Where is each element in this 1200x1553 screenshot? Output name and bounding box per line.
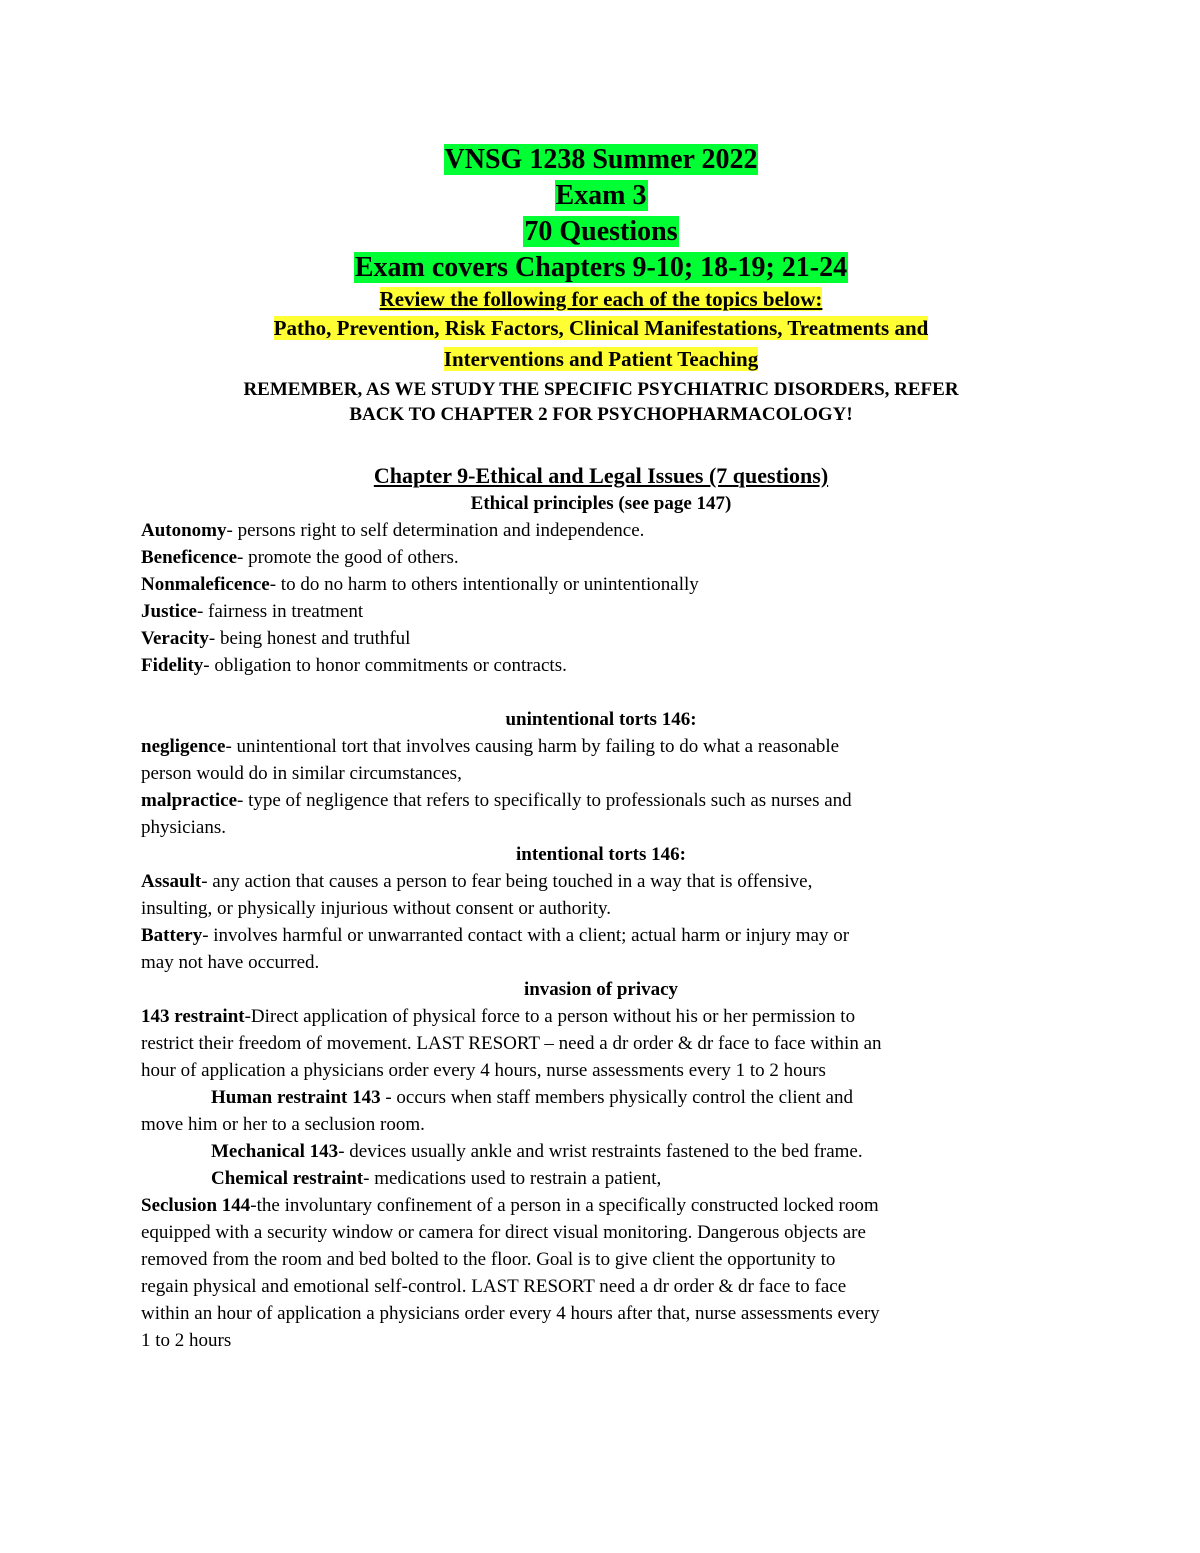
unintentional-torts-heading: unintentional torts 146: [505, 709, 697, 730]
term-fidelity: Fidelity [141, 655, 204, 676]
term-autonomy: Autonomy [141, 520, 227, 541]
principle-beneficence [141, 544, 1061, 571]
seclusion-line-4: regain physical and emotional self-control. LAST RESORT need a dr order & dr face to face [141, 1276, 847, 1297]
battery-line-2: may not have occurred. [141, 952, 320, 973]
header-course-line [141, 142, 1061, 178]
def-justice: - fairness in treatment [196, 601, 364, 622]
def-mechanical: - devices usually ankle and wrist restraints fastened to the bed frame. [338, 1141, 863, 1162]
term-restraint: 143 restraint [141, 1006, 245, 1027]
header-questions-line [141, 214, 1061, 250]
seclusion-line-1 [141, 1192, 1061, 1219]
review-instruction-line [141, 286, 1061, 313]
def-malpractice-1: - type of negligence that refers to specifically to professionals such as nurses and [237, 790, 852, 811]
def-fidelity: - obligation to honor commitments or contracts. [203, 655, 567, 676]
def-negligence-1: - unintentional tort that involves causing harm by failing to do what a reasonable [225, 736, 840, 757]
def-autonomy: - persons right to self determination and independence. [226, 520, 645, 541]
principle-veracity [141, 625, 1061, 652]
review-instruction: Review the following for each of the topics below: [379, 287, 823, 311]
def-seclusion-1: -the involuntary confinement of a person in a specifically constructed locked room [250, 1195, 879, 1216]
human-restraint-line-1 [141, 1084, 1061, 1111]
question-count: 70 Questions [524, 216, 678, 247]
term-negligence: negligence [141, 736, 226, 757]
assault-line-1 [141, 868, 1061, 895]
topics-text-1: Patho, Prevention, Risk Factors, Clinical Manifestations, Treatments and [273, 316, 929, 340]
seclusion-line-5: within an hour of application a physicians order every 4 hours after that, nurse assessments every [141, 1303, 880, 1324]
term-malpractice: malpractice [141, 790, 238, 811]
exam-number: Exam 3 [555, 180, 647, 211]
principle-justice [141, 598, 1061, 625]
course-title: VNSG 1238 Summer 2022 [444, 144, 758, 175]
term-seclusion: Seclusion 144 [141, 1195, 251, 1216]
principles-heading: Ethical principles (see page 147) [470, 493, 732, 514]
topics-line-1 [141, 313, 1061, 344]
term-assault: Assault [141, 871, 202, 892]
topics-text-2: Interventions and Patient Teaching [443, 347, 759, 371]
header-chapters-line [141, 250, 1061, 286]
term-justice: Justice [141, 601, 197, 622]
assault-line-2: insulting, or physically injurious without consent or authority. [141, 898, 612, 919]
restraint-line-2: restrict their freedom of movement. LAST RESORT – need a dr order & dr face to face within an [141, 1033, 882, 1054]
term-human-restraint: Human restraint 143 [211, 1087, 381, 1108]
restraint-line-1 [141, 1003, 1061, 1030]
term-chemical-restraint: Chemical restraint [211, 1168, 364, 1189]
principle-fidelity [141, 652, 1061, 679]
human-restraint-line-2: move him or her to a seclusion room. [141, 1114, 425, 1135]
def-nonmaleficence: - to do no harm to others intentionally or unintentionally [269, 574, 699, 595]
malpractice-line-2: physicians. [141, 817, 226, 838]
spacer [141, 679, 1061, 706]
remember-note-1: REMEMBER, AS WE STUDY THE SPECIFIC PSYCHIATRIC DISORDERS, REFER [243, 379, 959, 400]
def-veracity: - being honest and truthful [208, 628, 411, 649]
invasion-of-privacy-heading: invasion of privacy [523, 979, 679, 1000]
term-battery: Battery [141, 925, 203, 946]
document-content [141, 142, 1061, 1354]
term-nonmaleficence: Nonmaleficence [141, 574, 270, 595]
principle-autonomy [141, 517, 1061, 544]
def-beneficence: - promote the good of others. [237, 547, 459, 568]
intentional-torts-heading: intentional torts 146: [516, 844, 686, 865]
malpractice-line-1 [141, 787, 1061, 814]
chapters-covered: Exam covers Chapters 9-10; 18-19; 21-24 [354, 252, 848, 283]
def-chemical-restraint: - medications used to restrain a patient, [363, 1168, 662, 1189]
seclusion-line-6: 1 to 2 hours [141, 1330, 232, 1351]
negligence-line-2: person would do in similar circumstances, [141, 763, 462, 784]
term-veracity: Veracity [141, 628, 209, 649]
seclusion-line-2: equipped with a security window or camera for direct visual monitoring. Dangerous objects are [141, 1222, 866, 1243]
principle-nonmaleficence [141, 571, 1061, 598]
restraint-line-3: hour of application a physicians order every 4 hours, nurse assessments every 1 to 2 hours [141, 1060, 826, 1081]
topics-line-2 [141, 344, 1061, 375]
def-restraint-1: -Direct application of physical force to a person without his or her permission to [244, 1006, 856, 1027]
chapter-title: Chapter 9-Ethical and Legal Issues (7 questions) [373, 463, 829, 488]
header-exam-line [141, 178, 1061, 214]
seclusion-line-3: removed from the room and bed bolted to the floor. Goal is to give client the opportunity to [141, 1249, 836, 1270]
term-mechanical: Mechanical 143 [211, 1141, 339, 1162]
chemical-restraint-line [141, 1165, 1061, 1192]
def-assault-1: - any action that causes a person to fear being touched in a way that is offensive, [201, 871, 813, 892]
negligence-line-1 [141, 733, 1061, 760]
mechanical-restraint-line [141, 1138, 1061, 1165]
def-human-restraint-1: - occurs when staff members physically control the client and [380, 1087, 853, 1108]
battery-line-1 [141, 922, 1061, 949]
def-battery-1: - involves harmful or unwarranted contact with a client; actual harm or injury may or [202, 925, 850, 946]
term-beneficence: Beneficence [141, 547, 238, 568]
remember-note-2: BACK TO CHAPTER 2 FOR PSYCHOPHARMACOLOGY! [349, 404, 853, 425]
